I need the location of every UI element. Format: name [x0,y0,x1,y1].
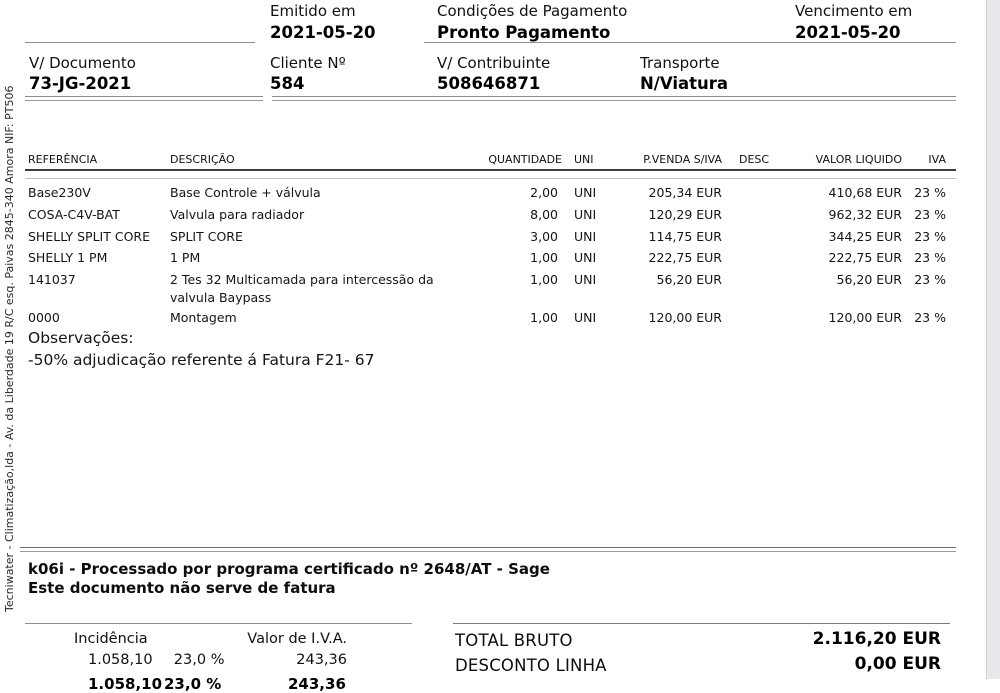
observacoes-line: -50% adjudicação referente á Fatura F21- 67 [28,351,375,369]
item-net-value: 120,00 EUR [828,310,902,325]
cutoff-iva: 243,36 [288,675,346,693]
incidencia-amount: 1.058,10 [88,652,153,668]
total-bruto-value: 2.116,20 EUR [812,629,941,649]
item-unit-price: 222,75 EUR [648,250,722,265]
item-unit-price: 114,75 EUR [648,229,722,244]
footer-double-rule [20,547,956,552]
item-unit-price: 120,00 EUR [648,310,722,325]
cutoff-rate: 23,0 % [164,675,222,693]
item-quantity: 1,00 [530,310,558,325]
not-invoice-note: Este documento não serve de fatura [28,579,336,597]
totals-rule-right [453,623,950,624]
item-reference: 141037 [28,272,76,287]
total-bruto-label: TOTAL BRUTO [455,631,573,650]
emitido-value: 2021-05-20 [270,23,376,42]
condicoes-label: Condições de Pagamento [437,2,628,20]
table-header-rule-2 [25,178,956,179]
documento-value: 73-JG-2021 [29,74,132,93]
documento-label: V/ Documento [29,54,136,72]
col-header-referencia: REFERÊNCIA [28,153,98,166]
item-unit: UNI [574,185,597,200]
item-unit-price: 120,29 EUR [648,207,722,222]
item-quantity: 2,00 [530,185,558,200]
item-unit: UNI [574,310,597,325]
item-quantity: 1,00 [530,250,558,265]
item-unit: UNI [574,272,597,287]
col-header-iva: IVA [928,153,946,166]
certification-line: k06i - Processado por programa certificado nº 2648/AT - Sage [28,560,550,578]
header-rule-left [25,42,255,43]
item-vat-rate: 23 % [914,207,946,222]
item-reference: SHELLY SPLIT CORE [28,229,150,244]
item-net-value: 962,32 EUR [828,207,902,222]
item-vat-rate: 23 % [914,185,946,200]
item-net-value: 344,25 EUR [828,229,902,244]
item-unit-price: 56,20 EUR [656,272,722,287]
vencimento-value: 2021-05-20 [795,23,901,42]
item-unit: UNI [574,250,597,265]
incidencia-rate: 23,0 % [173,652,225,668]
desconto-value: 0,00 EUR [854,654,941,674]
item-unit: UNI [574,207,597,222]
item-unit-price: 205,34 EUR [648,185,722,200]
table-header-row [0,153,1000,169]
item-quantity: 3,00 [530,229,558,244]
vencimento-label: Vencimento em [795,2,913,20]
cutoff-totals-row [0,675,1000,693]
item-description: 1 PM [170,250,201,265]
header-double-rule-left [25,96,263,101]
transporte-label: Transporte [640,54,720,72]
item-description: SPLIT CORE [170,229,243,244]
col-header-valor: VALOR LIQUIDO [815,153,902,166]
desconto-label: DESCONTO LINHA [455,656,607,675]
cliente-label: Cliente Nº [270,54,346,72]
header-double-rule-right [272,96,956,101]
item-unit: UNI [574,229,597,244]
item-vat-rate: 23 % [914,229,946,244]
cutoff-incidencia: 1.058,10 [88,675,163,693]
cliente-value: 584 [270,74,305,93]
item-quantity: 8,00 [530,207,558,222]
transporte-value: N/Viatura [640,74,729,93]
col-header-pvenda: P.VENDA S/IVA [643,153,722,166]
item-quantity: 1,00 [530,272,558,287]
header-rule-right [424,42,956,43]
iva-label: Valor de I.V.A. [247,631,347,647]
observacoes-title: Observações: [28,329,134,347]
table-header-rule [25,169,956,171]
item-net-value: 56,20 EUR [836,272,902,287]
item-reference: Base230V [28,185,91,200]
item-reference: COSA-C4V-BAT [28,207,120,222]
col-header-descricao: DESCRIÇÃO [170,153,235,166]
contribuinte-label: V/ Contribuinte [437,54,551,72]
col-header-uni: UNI [574,153,594,166]
item-description: Montagem [170,310,237,325]
incidencia-label: Incidência [74,631,148,647]
company-sidebar-text: Tecniwater - Climatização,lda - Av. da Liberdade 19 R/C esq. Paivas 2845-340 Amora NIF: PT506 [3,85,16,612]
item-vat-rate: 23 % [914,272,946,287]
item-vat-rate: 23 % [914,250,946,265]
col-header-desc: DESC [739,153,770,166]
item-reference: SHELLY 1 PM [28,250,108,265]
item-vat-rate: 23 % [914,310,946,325]
item-description: Base Controle + válvula [170,185,321,200]
condicoes-value: Pronto Pagamento [437,23,611,42]
item-net-value: 410,68 EUR [828,185,902,200]
item-description: 2 Tes 32 Multicamada para intercessão da valvula Baypass [170,272,434,305]
totals-rule-left [25,623,412,624]
item-description: Valvula para radiador [170,207,305,222]
col-header-quantidade: QUANTIDADE [488,153,562,166]
contribuinte-value: 508646871 [437,74,541,93]
iva-value: 243,36 [296,652,347,668]
item-reference: 0000 [28,310,60,325]
scrollbar-track[interactable] [986,0,1000,679]
incidencia-value [88,652,224,668]
emitido-label: Emitido em [270,2,356,20]
item-net-value: 222,75 EUR [828,250,902,265]
